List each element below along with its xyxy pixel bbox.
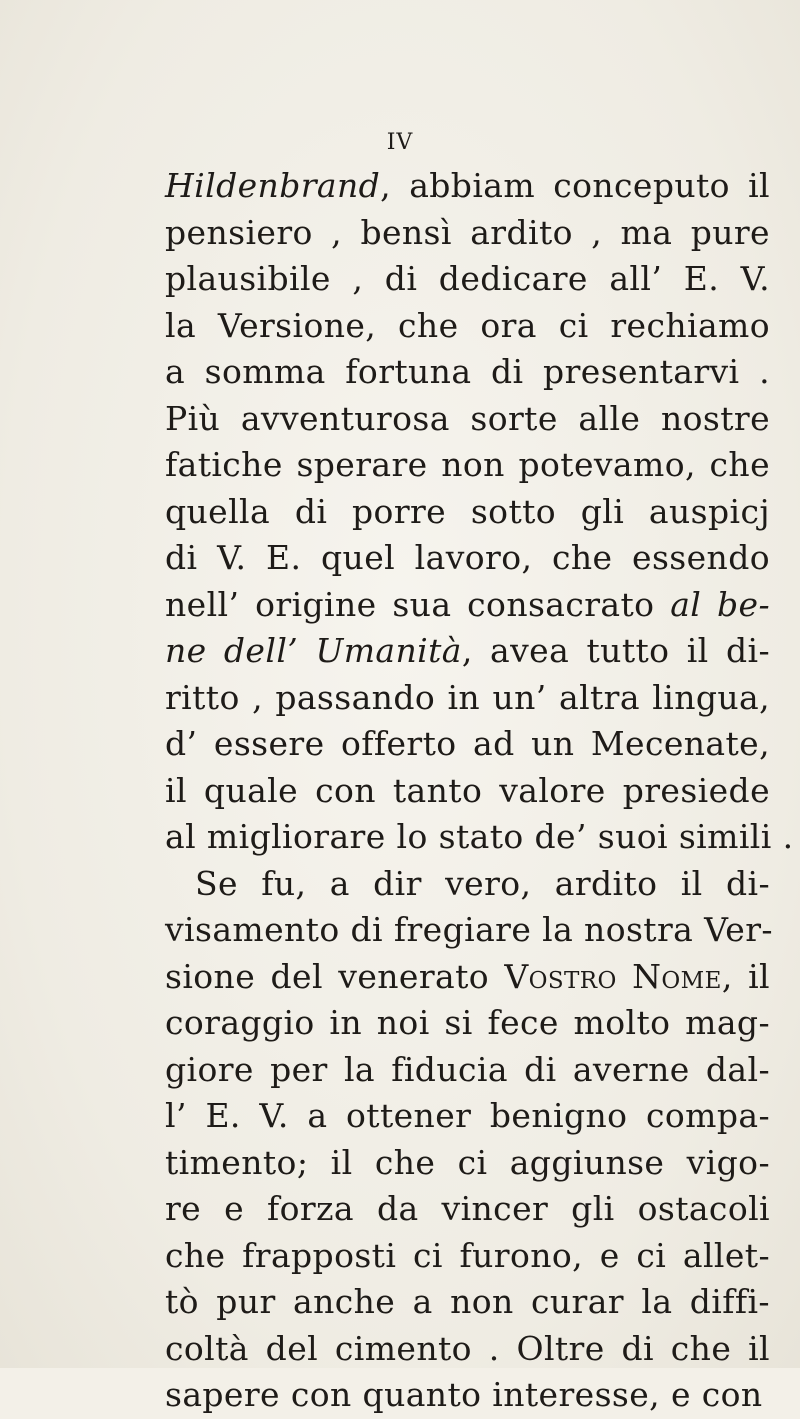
text-run: Hildenbrand <box>165 166 381 205</box>
text-run: coltà del cimento . Oltre di che il <box>165 1328 770 1368</box>
text-run: giore per la fiducia di averne dal- <box>165 1049 770 1089</box>
text-run: Più avventurosa sorte alle nostre <box>165 398 770 438</box>
text-line <box>165 163 770 210</box>
text-run: al be- <box>670 584 770 624</box>
text-run: , abbiam conceputo il <box>380 166 770 205</box>
text-run: al migliorare lo stato de’ suoi simili . <box>165 817 794 856</box>
text-run: che frapposti ci furono, e ci allet- <box>165 1235 770 1275</box>
text-run: nell’ origine sua consacrato <box>165 584 671 624</box>
text-line <box>165 675 770 722</box>
text-line <box>165 582 770 629</box>
text-line <box>165 1279 770 1326</box>
body-text <box>165 163 794 1419</box>
text-run: sapere con quanto interesse, e con <box>165 1375 763 1414</box>
text-line <box>165 1000 770 1047</box>
text-line <box>165 814 794 861</box>
text-run: di V. E. quel lavoro, che essendo <box>165 538 770 577</box>
text-line <box>165 861 770 908</box>
text-line <box>165 210 770 257</box>
text-line <box>165 1140 770 1187</box>
text-run: ritto , passando in un’ altra lingua, <box>165 677 770 717</box>
text-run: plausibile , di dedicare all’ E. V. <box>165 259 770 298</box>
text-line <box>165 1233 770 1280</box>
text-line <box>165 442 770 489</box>
text-run: re e forza da vincer gli ostacoli <box>165 1189 770 1228</box>
text-line <box>165 256 770 303</box>
text-line <box>165 954 770 1001</box>
text-line <box>165 1186 770 1233</box>
text-run: fatiche sperare non potevamo, che <box>165 445 770 484</box>
text-run: il quale con tanto valore presiede <box>165 770 770 810</box>
text-run: la Versione, che ora ci rechiamo <box>165 305 770 345</box>
text-line <box>165 489 770 536</box>
text-line <box>165 535 770 582</box>
text-run: , avea tutto il di- <box>461 631 771 670</box>
text-line <box>165 1047 770 1094</box>
text-line <box>165 907 773 954</box>
page-number: IV <box>386 130 414 155</box>
text-run: d’ essere offerto ad un Mecenate, <box>165 724 770 763</box>
text-run: coraggio in noi si fece molto mag- <box>165 1003 770 1042</box>
text-line <box>165 1372 770 1419</box>
text-run: pensiero , bensì ardito , ma pure <box>165 212 770 252</box>
text-line <box>165 396 770 443</box>
text-run: Vostro Nome <box>504 956 722 996</box>
text-run: sione del venerato <box>165 956 505 996</box>
text-run: quella di porre sotto gli auspicj <box>165 491 770 531</box>
text-line <box>165 628 770 675</box>
text-line <box>165 1093 770 1140</box>
text-run: , il <box>721 956 770 996</box>
text-line <box>165 721 770 768</box>
text-line <box>165 349 770 396</box>
text-run: l’ E. V. a ottener benigno compa- <box>165 1096 770 1135</box>
text-run: Se fu, a dir vero, ardito il di- <box>195 863 770 903</box>
text-line <box>165 1326 770 1373</box>
text-run: timento; il che ci aggiunse vigo- <box>165 1142 770 1182</box>
text-run: tò pur anche a non curar la diffi- <box>165 1282 770 1321</box>
text-line <box>165 768 770 815</box>
text-line <box>165 303 770 350</box>
text-run: a somma fortuna di presentarvi . <box>165 352 770 391</box>
text-run: visamento di fregiare la nostra Ver- <box>165 910 773 949</box>
text-run: ne dell’ Umanità <box>165 631 462 670</box>
